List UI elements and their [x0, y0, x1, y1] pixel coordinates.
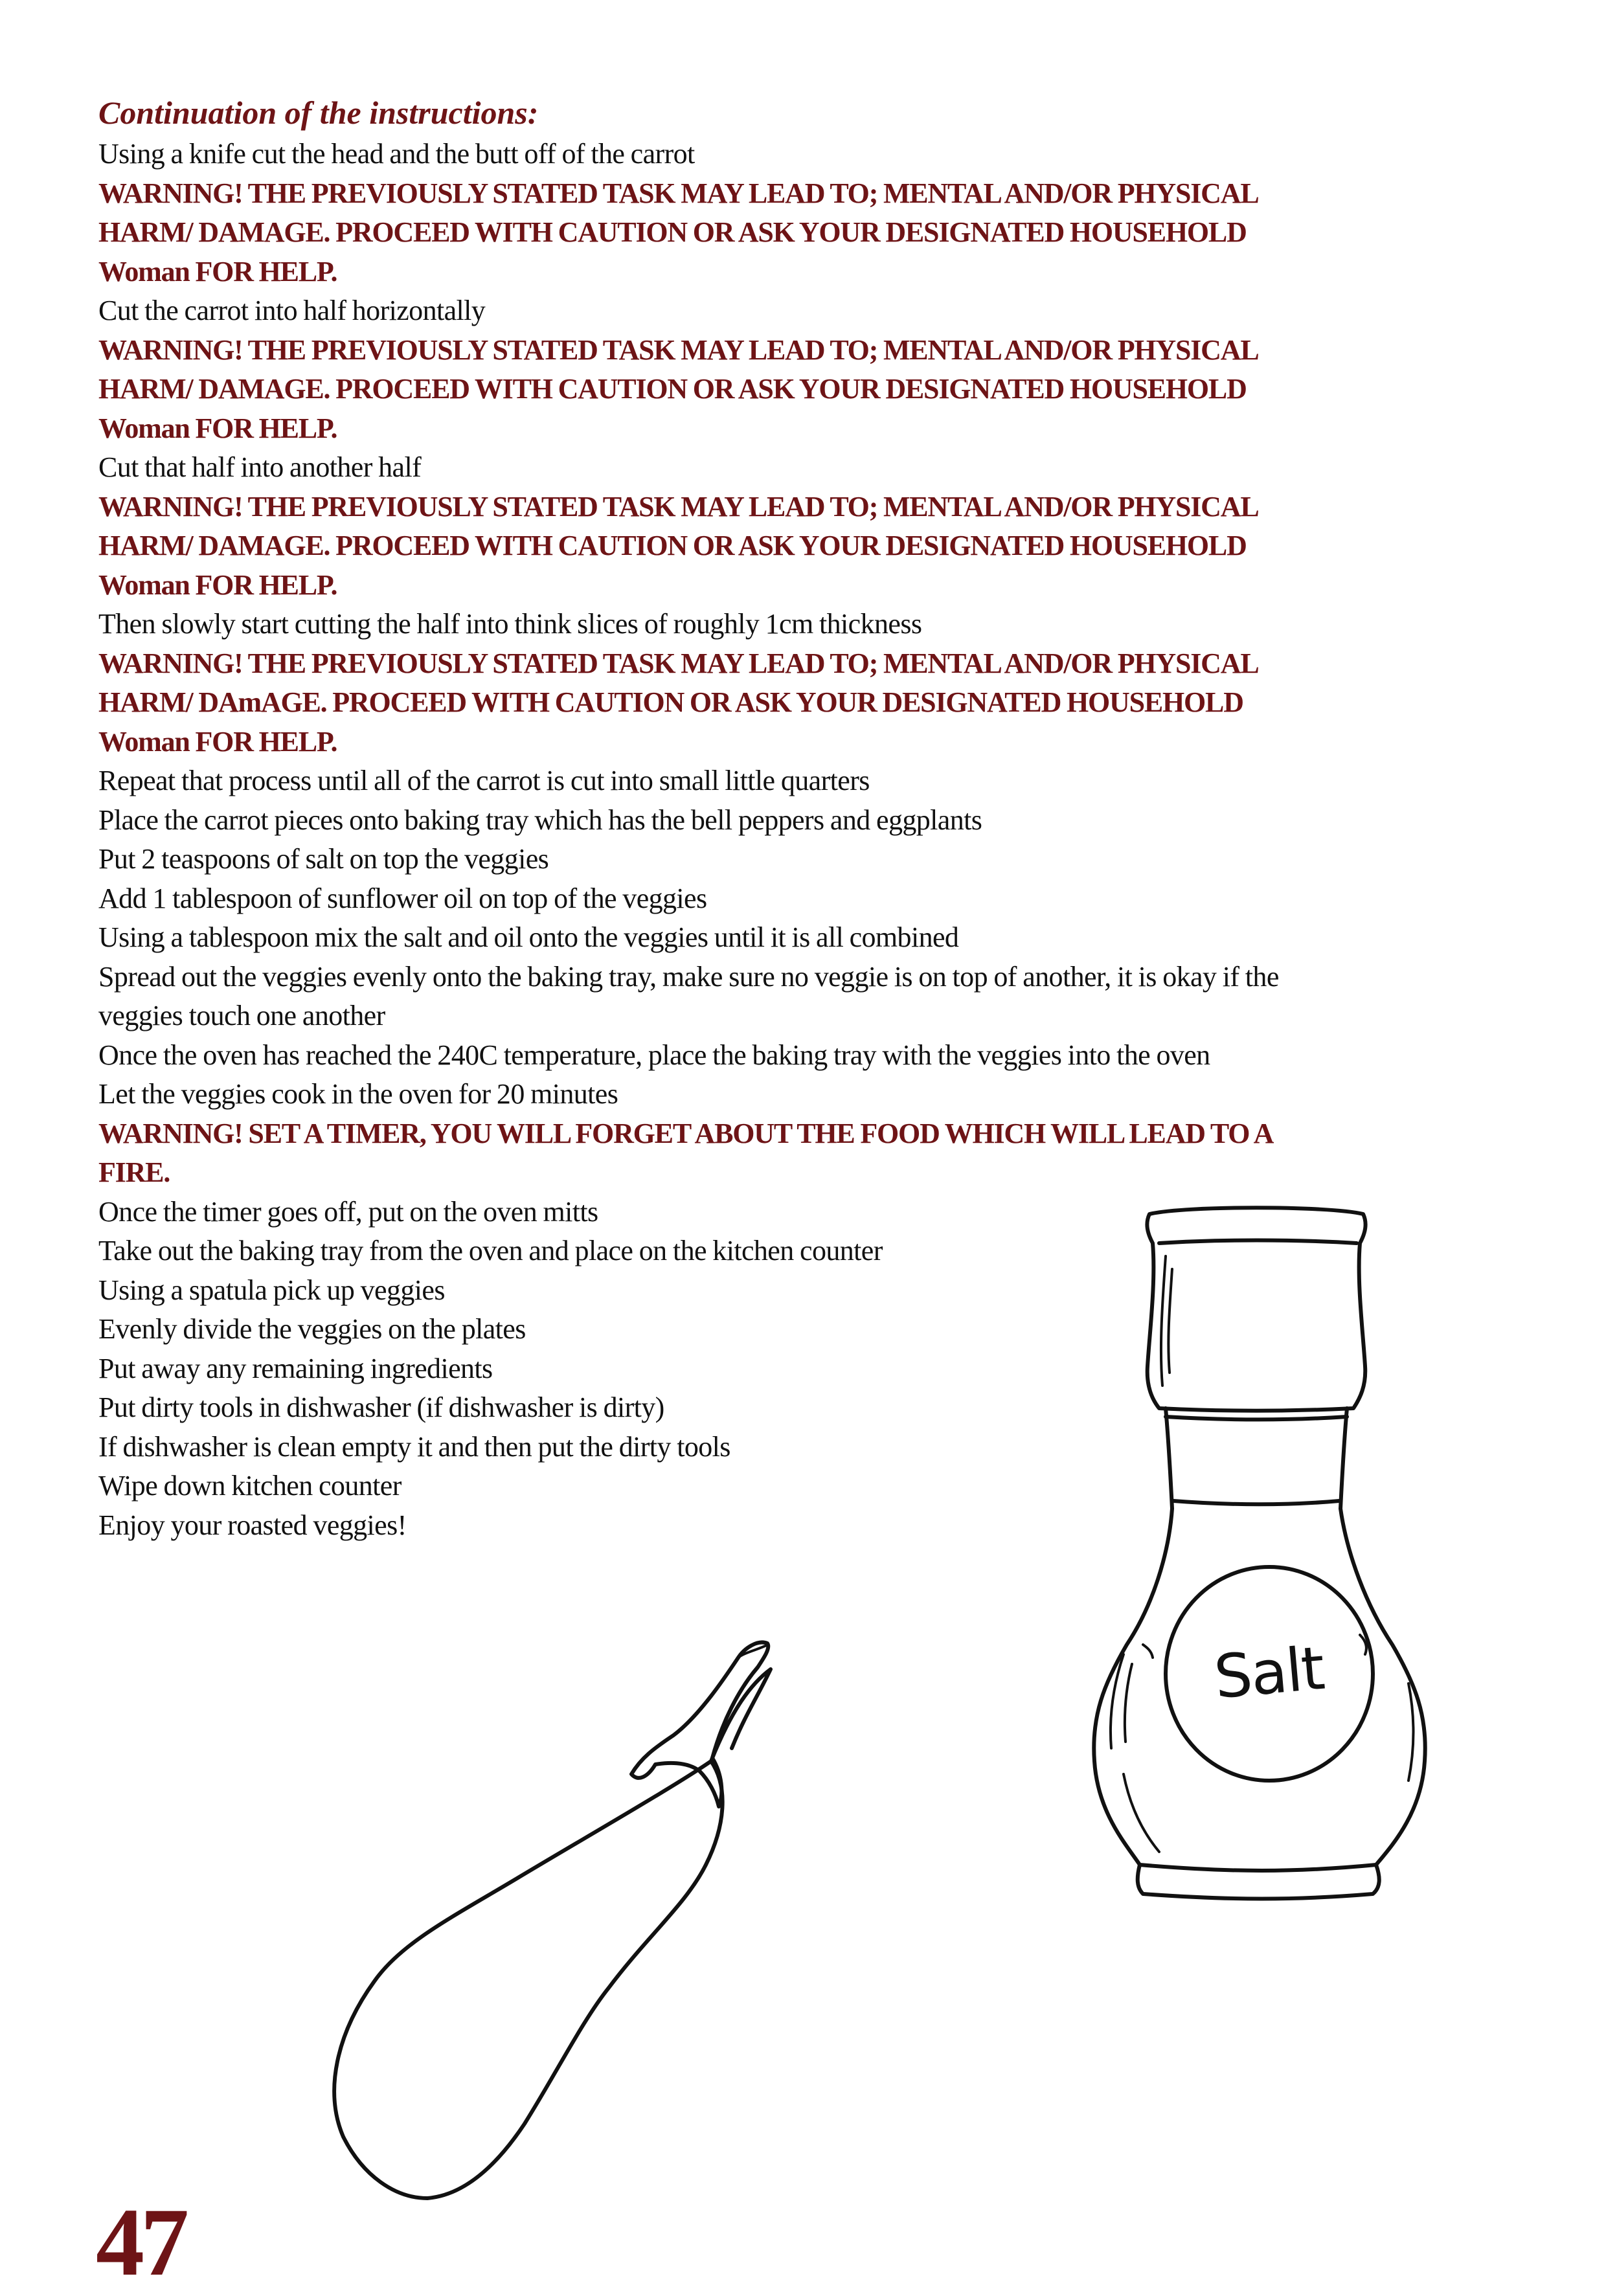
salt-shaker-body [1094, 1509, 1425, 1899]
instruction-line: If dishwasher is clean empty it and then put the dirty tools [98, 1430, 730, 1463]
instruction-line: Place the carrot pieces onto baking tray which has the bell peppers and eggplants [98, 804, 982, 836]
salt-label [1166, 1567, 1373, 1781]
instructions-section [98, 91, 1523, 1545]
instruction-line: Using a knife cut the head and the butt off of the carrot [98, 138, 695, 170]
eggplant-calyx [631, 1643, 768, 1806]
warning-line: WARNING! THE PREVIOUSLY STATED TASK MAY LEAD TO; MENTAL AND/OR PHYSICAL [98, 647, 1259, 679]
instruction-line: Take out the baking tray from the oven and place on the kitchen counter [98, 1235, 883, 1266]
warning-line: Woman FOR HELP. [98, 412, 337, 444]
instruction-line: Put 2 teaspoons of salt on top the veggies [98, 843, 549, 875]
instruction-line: Put away any remaining ingredients [98, 1352, 493, 1384]
instruction-line: Cut the carrot into half horizontally [98, 295, 486, 326]
warning-line: WARNING! THE PREVIOUSLY STATED TASK MAY LEAD TO; MENTAL AND/OR PHYSICAL [98, 490, 1259, 523]
instruction-line: Let the veggies cook in the oven for 20 minutes [98, 1078, 618, 1110]
warning-line: WARNING! THE PREVIOUSLY STATED TASK MAY LEAD TO; MENTAL AND/OR PHYSICAL [98, 333, 1259, 366]
section-heading: Continuation of the instructions: [98, 95, 539, 131]
warning-line: HARM/ DAmAGE. PROCEED WITH CAUTION OR ASK YOUR DESIGNATED HOUSEHOLD [98, 686, 1243, 718]
salt-label-text: Salt [1211, 1633, 1326, 1713]
instruction-line: Wipe down kitchen counter [98, 1470, 402, 1502]
warning-line: HARM/ DAMAGE. PROCEED WITH CAUTION OR ASK YOUR DESIGNATED HOUSEHOLD [98, 530, 1247, 561]
instruction-line: Using a tablespoon mix the salt and oil onto the veggies until it is all combined [98, 921, 959, 953]
warning-line: WARNING! THE PREVIOUSLY STATED TASK MAY LEAD TO; MENTAL AND/OR PHYSICAL [98, 177, 1259, 209]
warning-line: Woman FOR HELP. [98, 255, 337, 287]
instruction-line: Once the timer goes off, put on the oven mitts [98, 1195, 598, 1228]
instruction-line: Cut that half into another half [98, 451, 422, 483]
instruction-line: Put dirty tools in dishwasher (if dishwasher is dirty) [98, 1391, 664, 1423]
instruction-line: Spread out the veggies evenly onto the baking tray, make sure no veggie is on top of another, it is okay if the [98, 960, 1279, 993]
warning-line: FIRE. [98, 1156, 170, 1188]
instruction-line: Once the oven has reached the 240C temperature, place the baking tray with the veggies into the oven [98, 1039, 1210, 1071]
instruction-line: Repeat that process until all of the carrot is cut into small little quarters [98, 765, 870, 796]
warning-line: Woman FOR HELP. [98, 725, 337, 758]
warning-line: HARM/ DAMAGE. PROCEED WITH CAUTION OR ASK YOUR DESIGNATED HOUSEHOLD [98, 216, 1247, 248]
instruction-line: Then slowly start cutting the half into think slices of roughly 1cm thickness [98, 608, 922, 640]
instruction-line: Evenly divide the veggies on the plates [98, 1313, 526, 1345]
instruction-line: veggies touch one another [98, 1000, 385, 1031]
instruction-line: Using a spatula pick up veggies [98, 1274, 445, 1306]
eggplant-body [334, 1669, 771, 2198]
warning-line: HARM/ DAMAGE. PROCEED WITH CAUTION OR ASK YOUR DESIGNATED HOUSEHOLD [98, 373, 1247, 405]
warning-line: Woman FOR HELP. [98, 568, 337, 601]
page-number: 47 [96, 2189, 185, 2296]
instruction-list [98, 135, 1523, 1545]
instruction-line: Add 1 tablespoon of sunflower oil on top of the veggies [98, 882, 707, 914]
instruction-line: Enjoy your roasted veggies! [98, 1509, 407, 1541]
warning-line: WARNING! SET A TIMER, YOU WILL FORGET ABOUT THE FOOD WHICH WILL LEAD TO A [98, 1117, 1274, 1149]
